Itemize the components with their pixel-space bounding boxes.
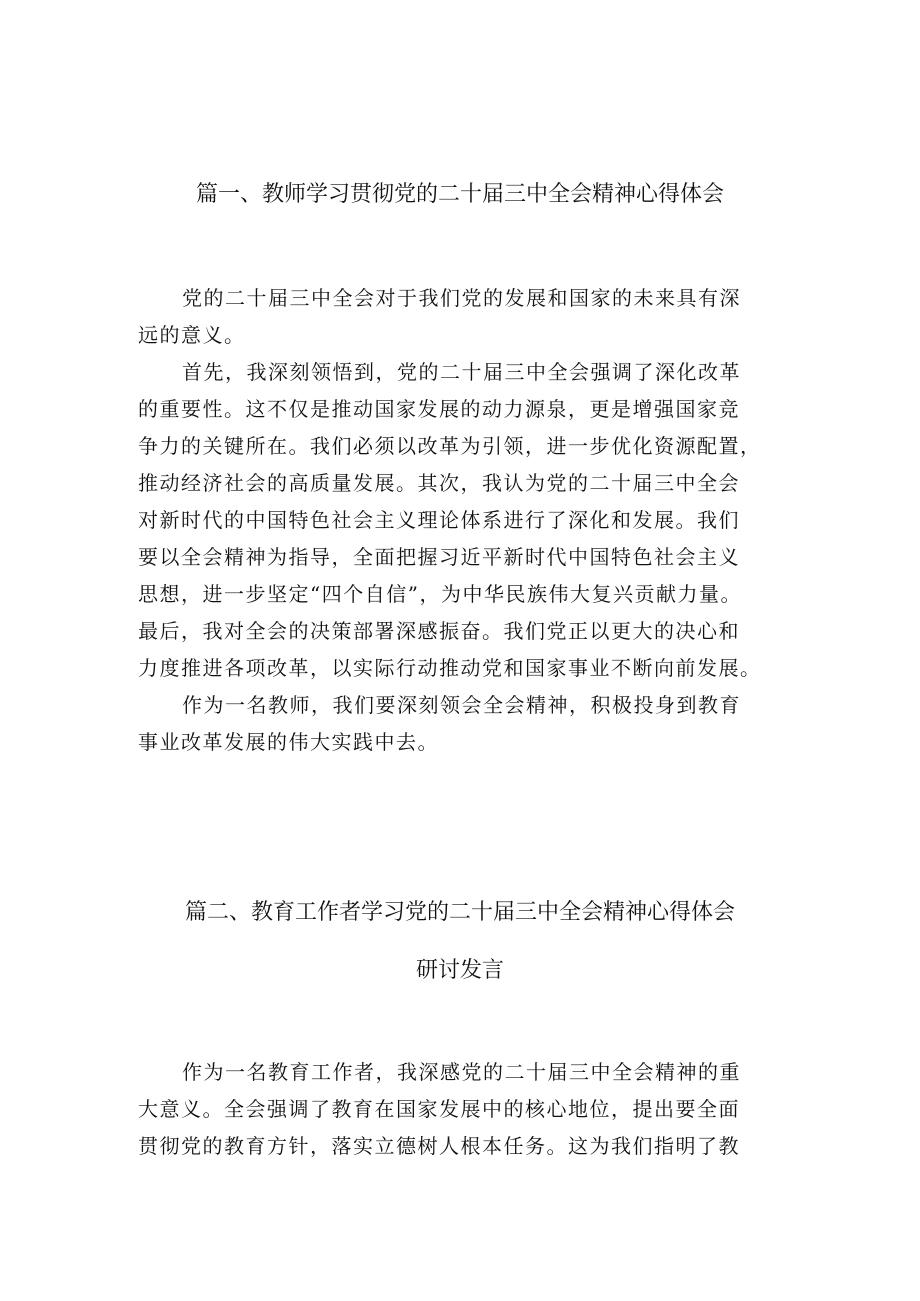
text-line: 推动经济社会的高质量发展。其次，我认为党的二十届三中全会: [138, 471, 740, 495]
text-line: 最后，我对全会的决策部署深感振奋。我们党正以更大的决心和: [138, 619, 740, 643]
text-line: 首先，我深刻领悟到，党的二十届三中全会强调了深化改革: [182, 360, 741, 384]
section-1-paragraph-2: [138, 354, 788, 687]
text-line: 的重要性。这不仅是推动国家发展的动力源泉，更是增强国家竞: [138, 397, 740, 421]
section-2-title-line-2: 研讨发言: [415, 958, 504, 983]
section-1-body: [138, 280, 788, 761]
text-line: 要以全会精神为指导，全面把握习近平新时代中国特色社会主义: [138, 545, 740, 569]
text-line: 贯彻党的教育方针，落实立德树人根本任务。这为我们指明了教: [138, 1134, 740, 1158]
text-line: 力度推进各项改革，以实际行动推动党和国家事业不断向前发展。: [138, 656, 762, 680]
text-line: 对新时代的中国特色社会主义理论体系进行了深化和发展。我们: [138, 508, 740, 532]
text-line: 思想，进一步坚定“四个自信”，为中华民族伟大复兴贡献力量。: [138, 582, 742, 606]
text-line: 作为一名教育工作者，我深感党的二十届三中全会精神的重: [182, 1060, 741, 1084]
section-2-paragraph-1: [138, 1054, 788, 1165]
text-line: 事业改革发展的伟大实践中去。: [138, 730, 439, 754]
text-line: 党的二十届三中全会对于我们党的发展和国家的未来具有深: [182, 286, 741, 310]
text-line: 争力的关键所在。我们必须以改革为引领，进一步优化资源配置，: [138, 434, 762, 458]
section-2-title-line-1: 篇二、教育工作者学习党的二十届三中全会精神心得体会: [184, 900, 735, 925]
section-1-title: 篇一、教师学习贯彻党的二十届三中全会精神心得体会: [195, 182, 724, 207]
text-line: 远的意义。: [138, 323, 246, 347]
text-line: 大意义。全会强调了教育在国家发展中的核心地位，提出要全面: [138, 1097, 740, 1121]
section-1-paragraph-3: [138, 687, 788, 761]
section-2-body: [138, 1054, 788, 1165]
text-line: 作为一名教师，我们要深刻领会全会精神，积极投身到教育: [182, 693, 741, 717]
section-1-paragraph-1: [138, 280, 788, 354]
